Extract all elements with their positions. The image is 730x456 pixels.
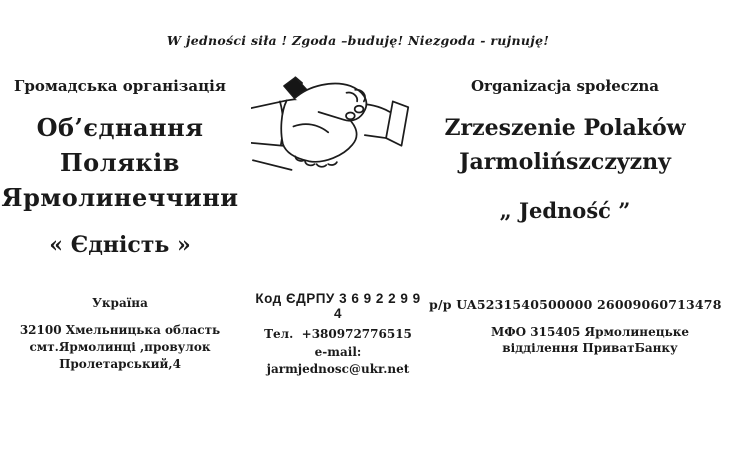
right-org-name [425,111,705,179]
right-org-type: Organizacja społeczna [470,77,660,95]
bank-account-number: р/р UA5231540500000 26009060713478 [429,297,722,312]
handshake-icon [251,74,415,178]
motto-text: W jedności siła ! Zgoda –buduję! Niezgoda - rujnuję! [166,33,550,48]
bank-details-line-1: МФО 315405 Ярмолинецьке [490,325,690,339]
left-org-type: Громадська організація [14,77,226,95]
left-org-name-line-1: Об’єднання [36,113,204,142]
address-line-2: смт.Ярмолинці ,провулок [29,340,211,354]
phone-number: Тел. +380972776515 [264,327,412,341]
left-short-name: « Єдність » [49,232,191,258]
right-short-name: „ Jedność ” [499,198,631,223]
address-line-1: 32100 Хмельницька область [19,323,221,337]
country-label: Україна [92,296,148,310]
left-column [0,0,240,280]
bank-details-line-2: відділення ПриватБанку [502,341,678,355]
bank-details [450,324,730,356]
right-org-name-line-1: Zrzeszenie Polaków [444,115,686,141]
address-line-3: Пролетарський,4 [59,357,181,371]
footer-contact-block [253,291,423,377]
left-org-name-line-2: Поляків [60,148,180,177]
right-column [425,0,705,280]
left-org-name-line-3: Ярмолинеччини [1,183,239,212]
left-org-name [0,110,240,215]
email-label: e-mail: [314,345,362,359]
email-address: jarmjednosc@ukr.net [266,362,410,376]
footer-address-block [0,296,240,373]
edrpou-code: Код ЄДРПУ 3 6 9 2 2 9 9 4 [255,291,421,321]
right-org-name-line-2: Jarmolińszczyzny [459,149,671,175]
